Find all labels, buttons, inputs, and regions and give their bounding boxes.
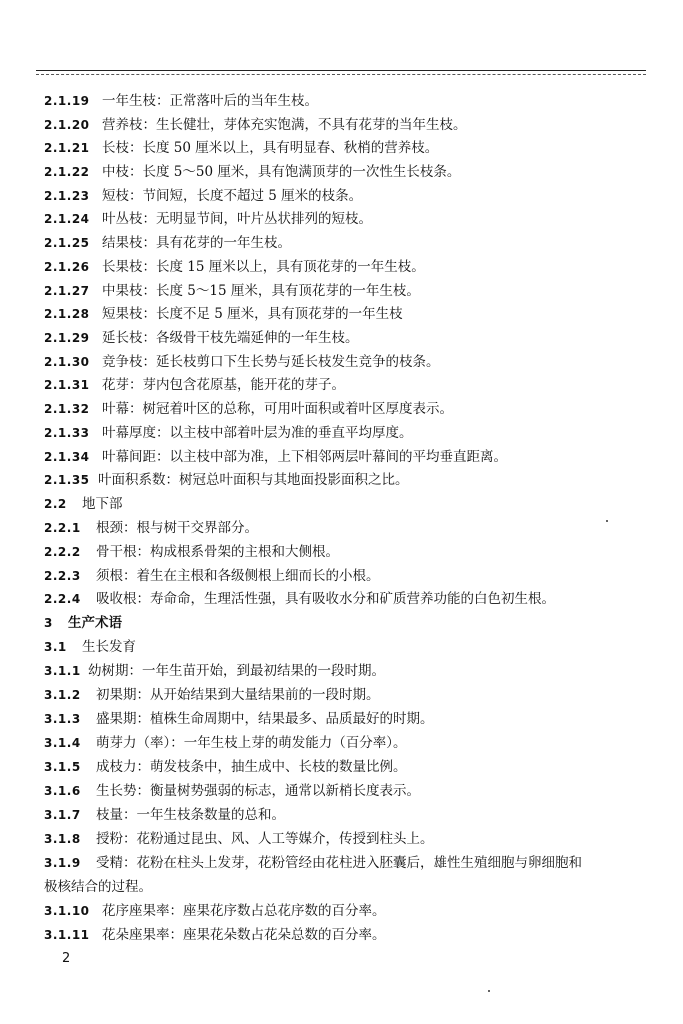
term-line (44, 376, 345, 394)
term-text: 地下部 (82, 496, 123, 512)
term-text: 长枝：长度 50 厘米以上，具有明显春、秋梢的营养枝。 (102, 140, 439, 156)
term-number: 2.1.31 (44, 378, 90, 392)
term-text: 根颈：根与树干交界部分。 (96, 520, 258, 536)
term-number: 2.1.24 (44, 212, 90, 226)
term-line (44, 92, 318, 110)
term-text: 短果枝：长度不足 5 厘米，具有顶花芽的一年生枝 (102, 306, 403, 322)
term-number: 2.2 (44, 497, 67, 511)
term-number: 2.1.22 (44, 165, 90, 179)
term-number: 2.1.29 (44, 331, 90, 345)
term-line (44, 305, 403, 323)
page-number: 2 (62, 951, 71, 966)
term-line (44, 471, 409, 489)
term-text: 花序座果率：座果花序数占总花序数的百分率。 (102, 903, 386, 919)
term-line (44, 926, 386, 944)
term-number: 3.1.8 (44, 832, 81, 846)
term-text: 短枝：节间短，长度不超过 5 厘米的枝条。 (102, 188, 363, 204)
term-line (44, 734, 407, 752)
term-number: 2.1.32 (44, 402, 90, 416)
term-number: 2.1.35 (44, 473, 90, 487)
term-number: 3.1.5 (44, 760, 81, 774)
term-text: 成枝力：萌发枝条中，抽生成中、长枝的数量比例。 (96, 759, 407, 775)
term-line (44, 329, 359, 347)
term-text: 生长势：衡量树势强弱的标志，通常以新梢长度表示。 (96, 783, 420, 799)
term-line (44, 282, 420, 300)
term-text: 叶幕：树冠着叶区的总称，可用叶面积或着叶区厚度表示。 (102, 401, 453, 417)
term-text: 营养枝：生长健壮，芽体充实饱满，不具有花芽的当年生枝。 (102, 117, 467, 133)
term-number: 3.1.10 (44, 904, 90, 918)
term-line (44, 662, 385, 680)
term-line (44, 400, 453, 418)
term-line (44, 638, 136, 656)
term-line (44, 258, 425, 276)
term-line (44, 902, 386, 920)
term-number: 2.1.33 (44, 426, 90, 440)
term-number: 2.1.34 (44, 450, 90, 464)
term-text: 须根：着生在主根和各级侧根上细而长的小根。 (96, 568, 380, 584)
term-number: 2.2.3 (44, 569, 81, 583)
term-number: 2.2.4 (44, 592, 81, 606)
term-number: 3.1.9 (44, 856, 81, 870)
term-text: 骨干根：构成根系骨架的主根和大侧根。 (96, 544, 339, 560)
term-line (44, 590, 555, 608)
term-text: 幼树期：一年生苗开始，到最初结果的一段时期。 (88, 663, 385, 679)
term-text: 生长发育 (82, 639, 136, 655)
term-line (44, 116, 467, 134)
term-number: 2.1.30 (44, 355, 90, 369)
term-text: 中枝：长度 5～50 厘米，具有饱满顶芽的一次性生长枝条。 (102, 164, 461, 180)
term-number: 2.1.20 (44, 118, 90, 132)
term-text: 竞争枝：延长枝剪口下生长势与延长枝发生竞争的枝条。 (102, 354, 440, 370)
term-line (44, 495, 123, 513)
scan-speck (488, 990, 490, 992)
term-text: 叶幕厚度：以主枝中部着叶层为准的垂直平均厚度。 (102, 425, 413, 441)
term-number: 3.1.1 (44, 664, 81, 678)
term-line (44, 614, 122, 632)
term-text: 盛果期：植株生命周期中，结果最多、品质最好的时期。 (96, 711, 434, 727)
term-text: 初果期：从开始结果到大量结果前的一段时期。 (96, 687, 380, 703)
term-number: 3.1.4 (44, 736, 81, 750)
term-text: 花朵座果率：座果花朵数占花朵总数的百分率。 (102, 927, 386, 943)
term-line (44, 854, 582, 872)
term-text: 中果枝：长度 5～15 厘米，具有顶花芽的一年生枝。 (102, 283, 420, 299)
term-text: 枝量：一年生枝条数量的总和。 (96, 807, 285, 823)
term-number: 3 (44, 616, 53, 630)
scan-speck (606, 520, 608, 522)
term-line (44, 543, 339, 561)
term-line (44, 710, 434, 728)
term-number: 2.1.21 (44, 141, 90, 155)
term-number: 3.1.11 (44, 928, 90, 942)
term-text: 极核结合的过程。 (44, 879, 152, 895)
term-number: 2.2.2 (44, 545, 81, 559)
term-number: 2.1.28 (44, 307, 90, 321)
term-line (44, 448, 507, 466)
term-text: 萌芽力（率）：一年生枝上芽的萌发能力（百分率）。 (96, 735, 407, 751)
term-line (44, 163, 460, 181)
term-text: 叶幕间距：以主枝中部为准，上下相邻两层叶幕间的平均垂直距离。 (102, 449, 507, 465)
term-line (44, 806, 285, 824)
term-line (44, 782, 420, 800)
term-number: 2.1.23 (44, 189, 90, 203)
term-number: 2.2.1 (44, 521, 81, 535)
term-number: 2.1.19 (44, 94, 90, 108)
term-text: 生产术语 (68, 615, 122, 631)
term-text: 延长枝：各级骨干枝先端延伸的一年生枝。 (102, 330, 359, 346)
term-number: 3.1.7 (44, 808, 81, 822)
term-line (44, 424, 413, 442)
term-number: 3.1 (44, 640, 67, 654)
term-line (44, 567, 380, 585)
term-text: 结果枝：具有花芽的一年生枝。 (102, 235, 291, 251)
term-line (44, 758, 407, 776)
term-text: 花芽：芽内包含花原基，能开花的芽子。 (102, 377, 345, 393)
term-line (44, 686, 380, 704)
term-line (44, 210, 372, 228)
term-number: 3.1.2 (44, 688, 81, 702)
term-text: 叶丛枝：无明显节间，叶片丛状排列的短枝。 (102, 211, 372, 227)
term-text: 叶面积系数：树冠总叶面积与其地面投影面积之比。 (98, 472, 409, 488)
term-number: 2.1.25 (44, 236, 90, 250)
term-number: 2.1.26 (44, 260, 90, 274)
term-text: 长果枝：长度 15 厘米以上，具有顶花芽的一年生枝。 (102, 259, 425, 275)
term-text: 吸收根：寿命命，生理活性强，具有吸收水分和矿质营养功能的白色初生根。 (96, 591, 555, 607)
term-line (44, 187, 362, 205)
term-text: 授粉：花粉通过昆虫、风、人工等媒介，传授到柱头上。 (96, 831, 434, 847)
term-line (44, 830, 434, 848)
term-text: 一年生枝：正常落叶后的当年生枝。 (102, 93, 318, 109)
term-line (44, 234, 291, 252)
term-text: 受精：花粉在柱头上发芽，花粉管经由花柱进入胚囊后，雄性生殖细胞与卵细胞和 (96, 855, 582, 871)
term-number: 2.1.27 (44, 284, 90, 298)
term-line (44, 519, 258, 537)
term-line (44, 353, 440, 371)
term-number: 3.1.3 (44, 712, 81, 726)
term-number: 3.1.6 (44, 784, 81, 798)
term-line (44, 139, 438, 157)
term-line-continuation (44, 878, 152, 896)
